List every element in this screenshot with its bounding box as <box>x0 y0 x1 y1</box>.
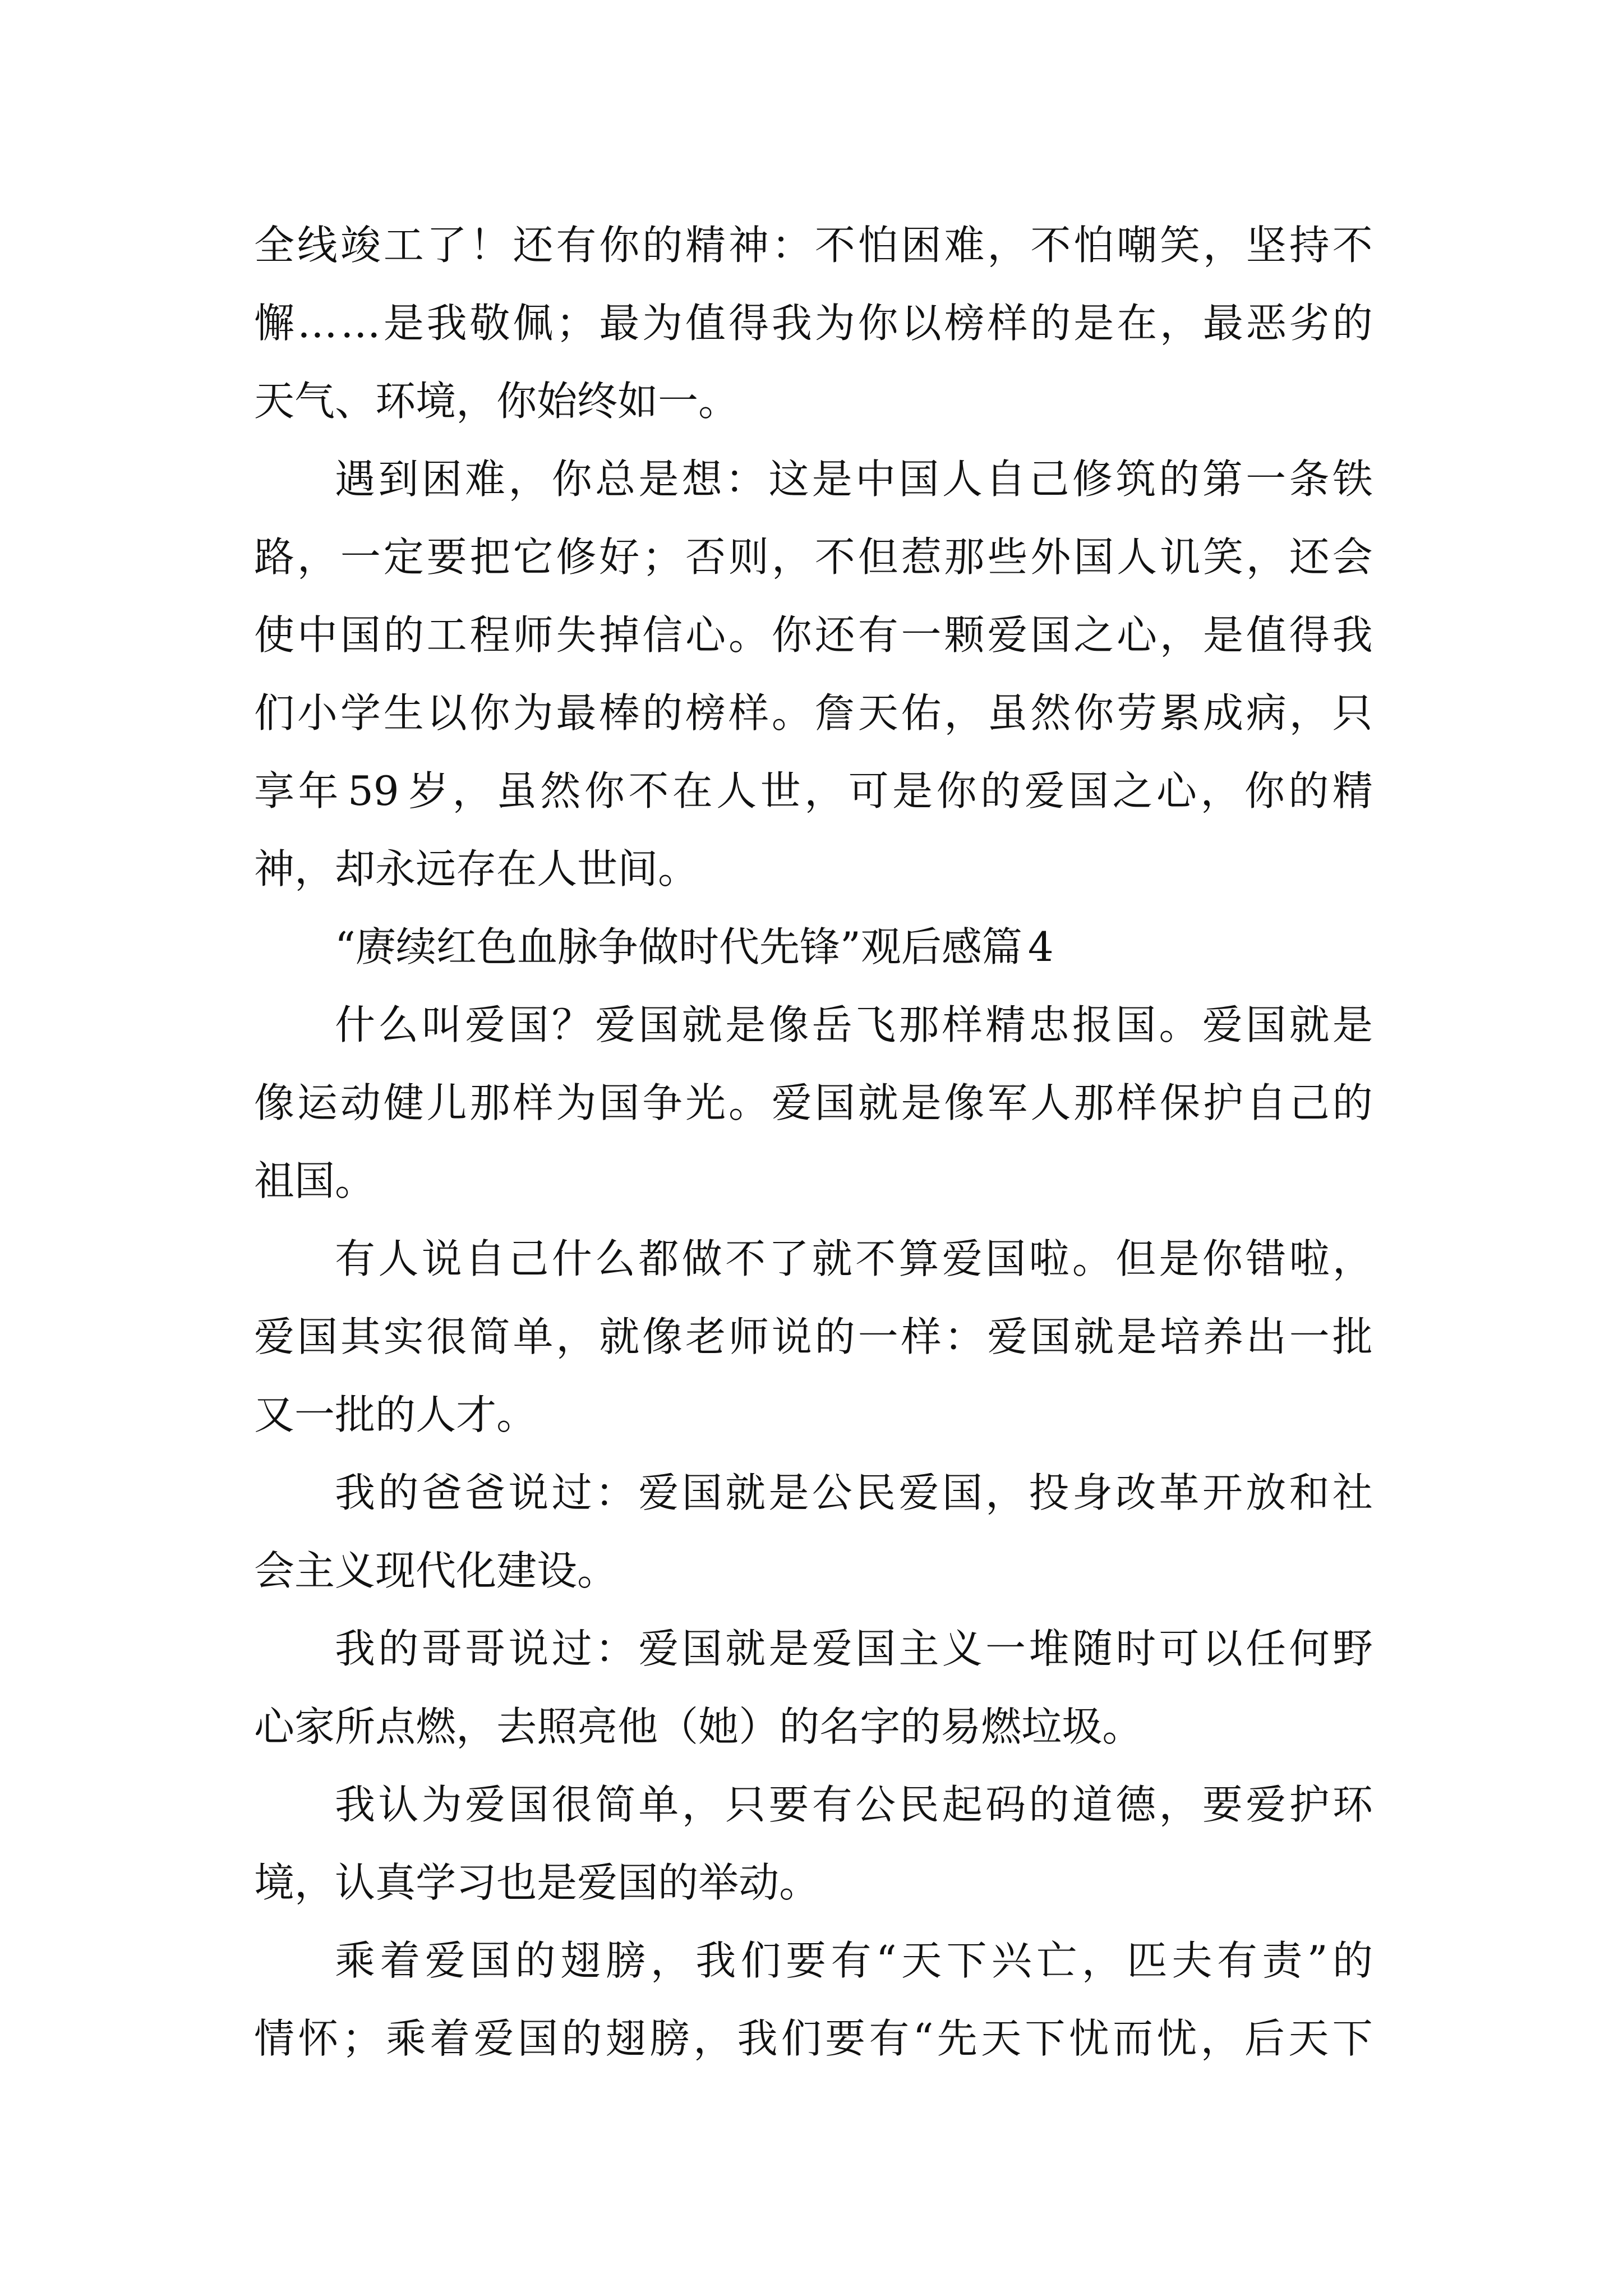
text-line: 祖 国 。 <box>254 1157 376 1204</box>
text-line: 会 主 义 现 代 化 建 设 。 <box>254 1547 618 1594</box>
text-line: 心 家 所 点 燃 ， 去 照 亮 他 （ 她 ） 的 名 字 的 易 燃 垃 圾 。 <box>254 1703 1143 1750</box>
text-line: 像 运 动 健 儿 那 样 为 国 争 光 。 爱 国 就 是 像 军 人 那 样 保 护 自 己 的 <box>254 1079 1373 1126</box>
text-line: 们 小 学 生 以 你 为 最 棒 的 榜 样 。 詹 天 佑 ， 虽 然 你 劳 累 成 病 ， 只 <box>254 689 1373 737</box>
text-line: “ 赓 续 红 色 血 脉 争 做 时 代 先 锋 ” 观 后 感 篇 4 <box>335 923 1054 970</box>
text-line: 情 怀 ； 乘 着 爱 国 的 翅 膀 ， 我 们 要 有 “ 先 天 下 忧 而 忧 ， 后 天 下 <box>254 2015 1373 2062</box>
text-line: 使 中 国 的 工 程 师 失 掉 信 心 。 你 还 有 一 颗 爱 国 之 心 ， 是 值 得 我 <box>254 611 1373 659</box>
text-line: 有 人 说 自 己 什 么 都 做 不 了 就 不 算 爱 国 啦 。 但 是 你 错 啦 ， <box>335 1235 1373 1282</box>
text-line: 又 一 批 的 人 才 。 <box>254 1391 537 1438</box>
text-line: 路 ， 一 定 要 把 它 修 好 ； 否 则 ， 不 但 惹 那 些 外 国 人 讥 笑 ， 还 会 <box>254 533 1373 581</box>
document-body <box>254 206 1373 2078</box>
text-line: 什 么 叫 爱 国 ？ 爱 国 就 是 像 岳 飞 那 样 精 忠 报 国 。 爱 国 就 是 <box>335 1001 1373 1048</box>
text-line: 享 年 59 岁 ， 虽 然 你 不 在 人 世 ， 可 是 你 的 爱 国 之 心 ， 你 的 精 <box>254 767 1373 815</box>
text-line: 全 线 竣 工 了 ！ 还 有 你 的 精 神 ： 不 怕 困 难 ， 不 怕 嘲 笑 ， 坚 持 不 <box>254 222 1373 269</box>
text-line: 我 认 为 爱 国 很 简 单 ， 只 要 有 公 民 起 码 的 道 德 ， 要 爱 护 环 <box>335 1781 1373 1828</box>
text-line: 懈 … … 是 我 敬 佩 ； 最 为 值 得 我 为 你 以 榜 样 的 是 在 ， 最 恶 劣 的 <box>254 300 1373 347</box>
text-line: 境 ， 认 真 学 习 也 是 爱 国 的 举 动 。 <box>254 1859 820 1906</box>
text-line: 爱 国 其 实 很 简 单 ， 就 像 老 师 说 的 一 样 ： 爱 国 就 是 培 养 出 一 批 <box>254 1313 1373 1360</box>
text-line: 神 ， 却 永 远 存 在 人 世 间 。 <box>254 845 699 892</box>
text-line: 我 的 哥 哥 说 过 ： 爱 国 就 是 爱 国 主 义 一 堆 随 时 可 以 任 何 野 <box>335 1625 1373 1672</box>
text-line: 乘 着 爱 国 的 翅 膀 ， 我 们 要 有 “ 天 下 兴 亡 ， 匹 夫 有 责 ” 的 <box>335 1937 1373 1984</box>
text-line: 天 气 、 环 境 ， 你 始 终 如 一 。 <box>254 378 739 425</box>
text-line: 我 的 爸 爸 说 过 ： 爱 国 就 是 公 民 爱 国 ， 投 身 改 革 开 放 和 社 <box>335 1469 1373 1516</box>
text-line: 遇 到 困 难 ， 你 总 是 想 ： 这 是 中 国 人 自 己 修 筑 的 第 一 条 铁 <box>335 455 1373 503</box>
